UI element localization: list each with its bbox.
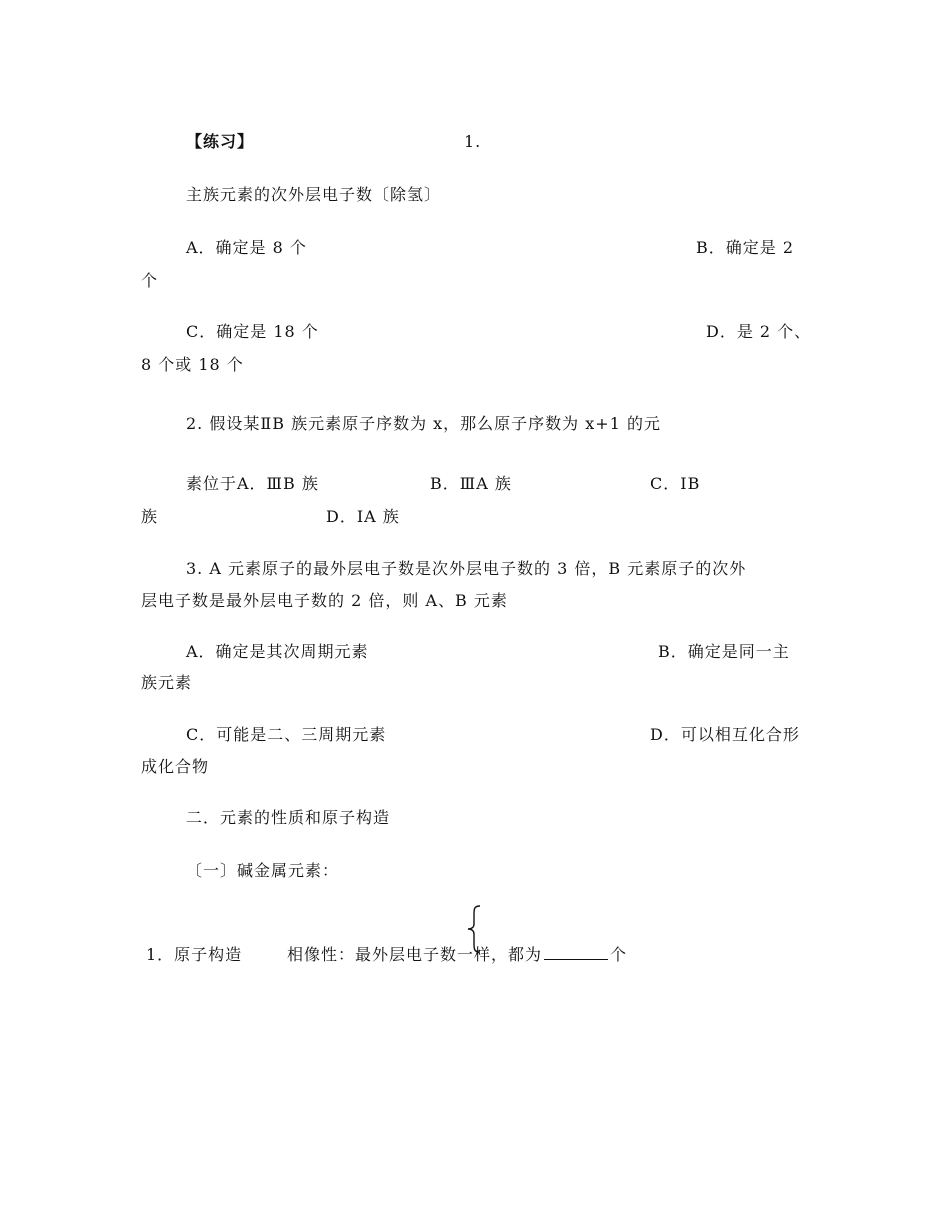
exercise-heading: 【练习】 xyxy=(186,132,255,151)
question-2-option-c-continued: 族 xyxy=(141,507,159,526)
question-1-option-b-continued: 个 xyxy=(141,271,159,290)
question-3-option-b-continued: 族元素 xyxy=(141,673,193,692)
question-1-number: 1. xyxy=(464,132,482,151)
question-1-option-b: B．确定是 2 xyxy=(696,238,795,257)
question-2-option-a: 素位于A．ⅢB 族 xyxy=(186,474,319,493)
question-1-option-d: D．是 2 个、 xyxy=(706,322,812,341)
question-3-option-d-continued: 成化合物 xyxy=(141,757,210,776)
answer-blank[interactable] xyxy=(544,945,608,960)
question-2-option-c: C．ⅠB xyxy=(650,474,701,493)
question-1-stem: 主族元素的次外层电子数〔除氢〕 xyxy=(186,185,442,204)
question-1-option-a: A．确定是 8 个 xyxy=(186,238,307,257)
item-1-text: 相像性：最外层电子数一样，都为 xyxy=(287,945,543,964)
question-3-stem-line-1: 3. A 元素原子的最外层电子数是次外层电子数的 3 倍，B 元素原子的次外 xyxy=(186,559,747,578)
question-3-option-c: C．可能是二、三周期元素 xyxy=(186,725,387,744)
item-1-label: 1．原子构造 xyxy=(146,945,243,964)
question-1-option-d-continued: 8 个或 18 个 xyxy=(141,355,244,374)
question-2-option-d: D．ⅠA 族 xyxy=(326,507,400,526)
item-1-line xyxy=(287,945,627,965)
section-2-subtitle: 〔一〕碱金属元素： xyxy=(186,861,340,880)
item-1-suffix: 个 xyxy=(610,945,628,964)
section-2-title: 二．元素的性质和原子构造 xyxy=(186,808,391,827)
question-1-option-c: C．确定是 18 个 xyxy=(186,322,319,341)
question-3-option-b: B．确定是同一主 xyxy=(658,642,790,661)
question-2-option-b: B．ⅢA 族 xyxy=(430,474,512,493)
question-3-option-a: A．确定是其次周期元素 xyxy=(186,642,369,661)
question-3-option-d: D．可以相互化合形 xyxy=(650,725,800,744)
question-2-stem: 2. 假设某ⅡB 族元素原子序数为 x，那么原子序数为 x+1 的元 xyxy=(186,414,661,433)
question-3-stem-line-2: 层电子数是最外层电子数的 2 倍，则 A、B 元素 xyxy=(141,591,508,610)
